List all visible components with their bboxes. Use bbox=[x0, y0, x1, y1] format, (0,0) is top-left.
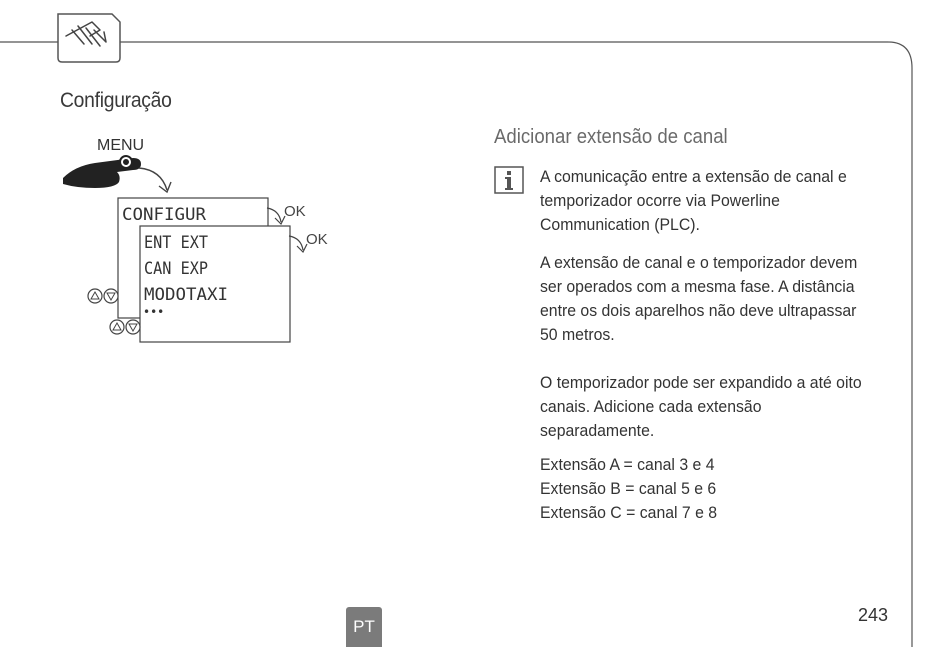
section-heading: Configuração bbox=[60, 89, 172, 112]
pointing-hand-icon bbox=[63, 156, 141, 188]
subsection-title: Adicionar extensão de canal bbox=[494, 126, 728, 148]
paragraph-2: A extensão de canal e o temporizador devem ser operados com a mesma fase. A distância entre os dois aparelhos não deve ultrapassar 50 metros. bbox=[540, 253, 858, 344]
paragraph-3: O temporizador pode ser expandido a até oito canais. Adicione cada extensão separadamente. bbox=[540, 373, 862, 440]
info-icon bbox=[494, 166, 524, 194]
menu-arrow-icon bbox=[139, 168, 171, 192]
ok-arrow-1-icon bbox=[267, 208, 285, 224]
extension-a: Extensão A = canal 3 e 4 bbox=[540, 455, 715, 474]
extension-list bbox=[540, 453, 900, 525]
menu-diagram bbox=[55, 130, 355, 350]
page-number: 243 bbox=[858, 605, 889, 625]
extension-b: Extensão B = canal 5 e 6 bbox=[540, 479, 717, 498]
up-down-buttons-1-icon bbox=[88, 289, 118, 303]
extension-c: Extensão C = canal 7 e 8 bbox=[540, 503, 718, 522]
up-down-buttons-2-icon bbox=[110, 320, 140, 334]
ok-arrow-2-icon bbox=[289, 236, 307, 252]
menu-item-2: CAN EXP bbox=[144, 259, 208, 279]
hand-icon bbox=[58, 14, 120, 62]
language-badge: PT bbox=[346, 607, 382, 647]
ellipsis: ••• bbox=[143, 305, 165, 319]
paragraph-1: A comunicação entre a extensão de canal e temporizador ocorre via Powerline Communication (PLC). bbox=[540, 167, 847, 234]
menu-item-1: ENT EXT bbox=[144, 233, 208, 253]
menu-item-3: MODOTAXI bbox=[144, 285, 228, 305]
menu-label: MENU bbox=[97, 137, 145, 154]
screen-1-text: CONFIGUR bbox=[122, 205, 207, 225]
ok-label-1: OK bbox=[284, 203, 306, 220]
ok-label-2: OK bbox=[306, 231, 328, 248]
